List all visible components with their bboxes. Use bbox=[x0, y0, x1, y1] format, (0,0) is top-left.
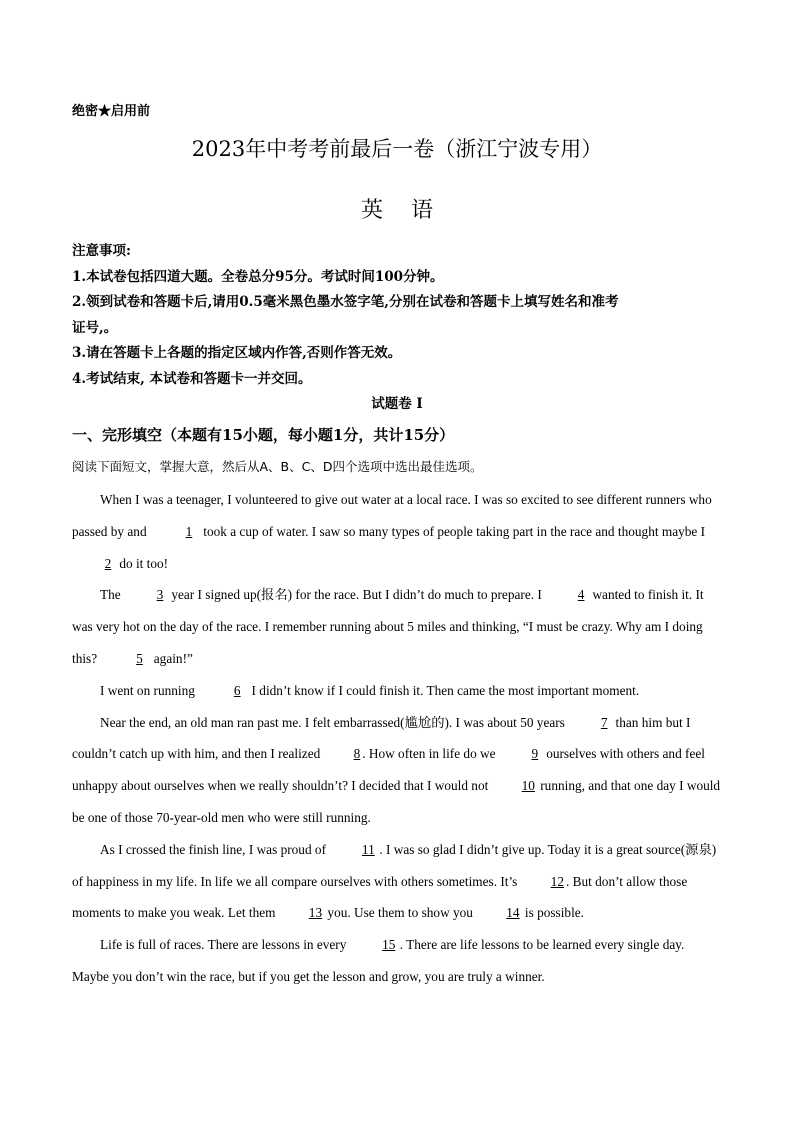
passage-paragraph: The 3 year I signed up(报名) for the race. But I didn’t do much to prepare. I 4 wanted to finish it. It was very hot on the day of the race. I remember running about 5 miles and thinking, “I must be crazy. Why am I doing this? 5 again!” bbox=[72, 579, 722, 674]
note-item: 1.本试卷包括四道大题。全卷总分95分。考试时间100分钟。 bbox=[72, 268, 444, 285]
blank-4: 4 bbox=[577, 587, 585, 603]
part-instructions: 阅读下面短文，掌握大意，然后从A、B、C、D四个选项中选出最佳选项。 bbox=[72, 459, 483, 474]
blank-9: 9 bbox=[531, 746, 539, 762]
passage-paragraph: When I was a teenager, I volunteered to give out water at a local race. I was so excited to see different runners who passed by and 1 took a cup of water. I saw so many types of people taking part in the race and thought maybe I 2 do it too! bbox=[72, 484, 722, 579]
note-item: 4.考试结束, 本试卷和答题卡一并交回。 bbox=[72, 370, 312, 387]
part-title: 一、完形填空（本题有15小题，每小题1分，共计15分） bbox=[72, 426, 455, 444]
exam-title: 2023年中考考前最后一卷（浙江宁波专用） bbox=[191, 137, 603, 161]
passage-paragraph: I went on running 6 I didn’t know if I could finish it. Then came the most important moment. bbox=[72, 675, 722, 707]
passage-paragraph: Near the end, an old man ran past me. I felt embarrassed(尴尬的). I was about 50 years 7 than him but I couldn’t catch up with him, and then I realized 8 . How often in life do we 9 ourselves with others and feel unhappy about ourselves when we really shouldn’t? I decided that I would not 10 running, and that one day I would be one of those 70-year-old men who were still running. bbox=[72, 707, 722, 834]
note-item: 3.请在答题卡上各题的指定区域内作答,否则作答无效。 bbox=[72, 345, 402, 361]
note-item: 证号,。 bbox=[72, 319, 118, 336]
blank-2: 2 bbox=[104, 555, 112, 571]
blank-7: 7 bbox=[600, 714, 608, 730]
blank-8: 8 bbox=[353, 746, 361, 762]
blank-5: 5 bbox=[136, 650, 143, 666]
blank-14: 14 bbox=[506, 905, 520, 921]
notes-section bbox=[72, 239, 722, 392]
secret-label: 绝密★启用前 bbox=[72, 104, 151, 119]
note-item: 2.领到试卷和答题卡后,请用0.5毫米黑色墨水签字笔,分别在试卷和答题卡上填写姓名和准考 bbox=[72, 294, 619, 310]
subject-title: 英语 bbox=[360, 198, 461, 223]
blank-1: 1 bbox=[185, 523, 193, 539]
cloze-passage bbox=[72, 484, 722, 993]
blank-13: 13 bbox=[308, 905, 323, 921]
blank-6: 6 bbox=[233, 682, 241, 698]
passage-paragraph: Life is full of races. There are lessons in every 15 . There are life lessons to be learned every single day. Maybe you don’t win the race, but if you get the lesson and grow, you are truly a winner. bbox=[72, 929, 722, 993]
blank-11: 11 bbox=[361, 841, 375, 857]
blank-12: 12 bbox=[550, 873, 564, 889]
notes-heading: 注意事项: bbox=[72, 243, 131, 259]
blank-10: 10 bbox=[521, 778, 535, 794]
section-title: 试题卷 I bbox=[371, 396, 423, 412]
passage-paragraph: As I crossed the finish line, I was proud of 11 . I was so glad I didn’t give up. Today it is a great source(源泉) of happiness in my life. In life we all compare ourselves with others sometimes. It’s 12 . But don’t allow those moments to make you weak. Let them 13 you. Use them to show you 14 is possible. bbox=[72, 834, 722, 929]
blank-15: 15 bbox=[382, 937, 396, 953]
blank-3: 3 bbox=[156, 587, 164, 603]
